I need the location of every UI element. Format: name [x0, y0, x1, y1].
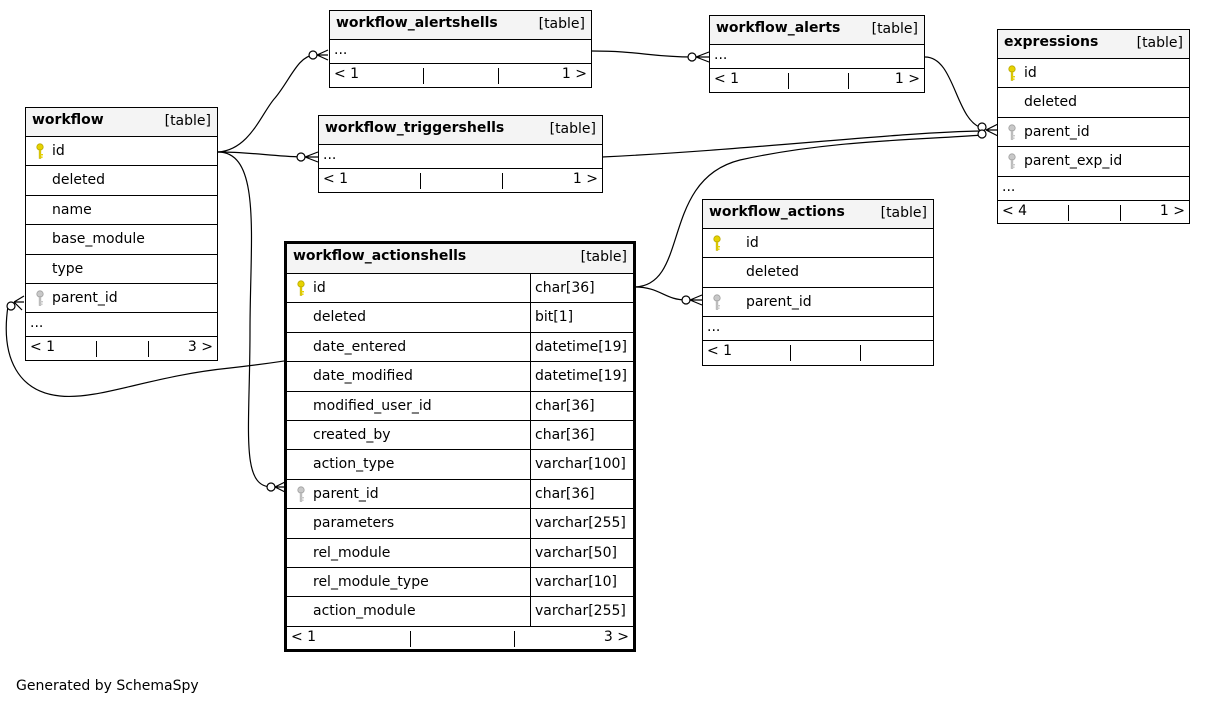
column-name: action_module [313, 603, 416, 620]
column-row[interactable] [287, 274, 633, 303]
table-expressions[interactable] [997, 29, 1190, 224]
children-count: 1 > [572, 171, 598, 187]
foreign-key-icon [33, 290, 47, 308]
primary-key-icon [294, 280, 308, 298]
column-row[interactable] [703, 288, 933, 317]
column-row[interactable] [287, 333, 633, 362]
column-name: parent_id [1024, 123, 1090, 140]
foreign-key-icon [1005, 153, 1019, 171]
optional-marker [7, 302, 15, 310]
column-type: varchar[255] [530, 509, 640, 537]
column-type: char[36] [530, 421, 640, 449]
column-row[interactable] [287, 568, 633, 597]
column-name: date_modified [313, 368, 413, 385]
column-name: deleted [313, 309, 366, 326]
table-workflow-alertshells[interactable] [329, 10, 592, 88]
column-name: deleted [52, 172, 105, 189]
column-name: action_type [313, 456, 395, 473]
column-name: parent_id [746, 293, 812, 310]
column-row[interactable] [26, 225, 217, 254]
children-count: 1 > [894, 71, 920, 87]
column-name: deleted [746, 264, 799, 281]
table-header [998, 30, 1189, 59]
edge-workflow-triggershells [218, 152, 302, 157]
foreign-key-icon [294, 486, 308, 504]
column-row[interactable] [26, 137, 217, 166]
column-row[interactable] [287, 509, 633, 538]
column-type: bit[1] [530, 303, 640, 331]
table-header [287, 244, 633, 274]
parents-count: < 1 [334, 66, 360, 82]
column-row[interactable] [287, 303, 633, 332]
optional-marker [297, 153, 305, 161]
table-name[interactable]: workflow_alertshells [336, 15, 498, 31]
column-row[interactable] [26, 196, 217, 225]
table-name[interactable]: workflow_alerts [716, 20, 841, 36]
column-type: char[36] [530, 392, 640, 420]
edge-workflow-alertshells [218, 55, 314, 152]
table-header [319, 116, 602, 145]
column-name: deleted [1024, 94, 1077, 111]
table-header [26, 108, 217, 137]
crowfoot-marker [690, 295, 702, 305]
column-row[interactable] [703, 229, 933, 258]
table-header [710, 16, 924, 45]
table-footer [330, 64, 591, 88]
table-footer [287, 627, 633, 651]
column-name: rel_module_type [313, 573, 429, 590]
more-columns: ... [26, 313, 217, 337]
primary-key-icon [1005, 65, 1019, 83]
table-header [330, 11, 591, 40]
table-type: [table] [580, 249, 627, 265]
parents-count: < 1 [30, 339, 56, 356]
column-type: varchar[255] [530, 597, 640, 625]
column-type: datetime[19] [530, 362, 640, 390]
column-row[interactable] [998, 118, 1189, 147]
table-name[interactable]: workflow_triggershells [325, 120, 505, 136]
parents-count: < 1 [714, 71, 740, 87]
children-count: 3 > [187, 339, 213, 356]
column-name: parameters [313, 515, 395, 532]
column-name: modified_user_id [313, 397, 432, 414]
column-name: name [52, 201, 92, 218]
generator-credit: Generated by SchemaSpy [16, 678, 199, 694]
edge-actionshells-actions [635, 287, 686, 300]
more-columns: ... [703, 317, 933, 341]
children-count: 1 > [1159, 202, 1185, 219]
table-type: [table] [1136, 35, 1183, 51]
column-row[interactable] [26, 255, 217, 284]
table-name[interactable]: expressions [1004, 34, 1099, 50]
column-name: type [52, 260, 84, 277]
optional-marker [267, 483, 275, 491]
column-type: char[36] [530, 480, 640, 508]
column-row[interactable] [998, 59, 1189, 88]
table-workflow-actions[interactable] [702, 199, 934, 366]
optional-marker [978, 130, 986, 138]
column-row[interactable] [287, 480, 633, 509]
table-footer [710, 69, 924, 93]
table-type: [table] [164, 113, 211, 129]
column-row[interactable] [287, 450, 633, 479]
crowfoot-marker [14, 296, 24, 310]
optional-marker [309, 51, 317, 59]
column-row[interactable] [26, 166, 217, 195]
column-type: varchar[10] [530, 568, 640, 596]
children-count: 3 > [603, 628, 629, 645]
column-name: created_by [313, 426, 391, 443]
table-type: [table] [871, 21, 918, 37]
column-name: parent_exp_id [1024, 153, 1123, 170]
more-columns: ... [319, 145, 602, 169]
table-type: [table] [538, 16, 585, 32]
edge-alerts-expressions [925, 57, 982, 128]
foreign-key-icon [710, 294, 724, 312]
table-footer [26, 337, 217, 361]
more-columns: ... [330, 40, 591, 64]
edge-workflow-actionshells [218, 152, 271, 487]
table-footer [998, 201, 1189, 225]
parents-count: < 1 [291, 628, 317, 645]
crowfoot-marker [696, 52, 709, 62]
table-workflow-alerts[interactable] [709, 15, 925, 93]
edge-alertshells-alerts [592, 51, 693, 57]
edge-triggershells-expressions [602, 131, 982, 157]
children-count: 1 > [561, 66, 587, 82]
more-columns: ... [998, 177, 1189, 201]
crowfoot-marker [317, 50, 328, 60]
table-type: [table] [549, 121, 596, 137]
optional-marker [682, 296, 690, 304]
optional-marker [688, 53, 696, 61]
crowfoot-marker [305, 152, 318, 162]
primary-key-icon [710, 235, 724, 253]
table-header [703, 200, 933, 229]
table-workflow-actionshells[interactable] [284, 241, 636, 652]
table-footer [319, 169, 602, 193]
column-type: datetime[19] [530, 333, 640, 361]
column-row[interactable] [287, 392, 633, 421]
column-name: id [1024, 65, 1037, 81]
column-type: char[36] [530, 274, 640, 302]
column-row[interactable] [287, 539, 633, 568]
column-name: date_entered [313, 338, 407, 355]
column-row[interactable] [287, 362, 633, 391]
column-type: varchar[100] [530, 450, 640, 478]
table-type: [table] [880, 205, 927, 221]
column-name: parent_id [313, 485, 379, 502]
column-row[interactable] [998, 147, 1189, 176]
parents-count: < 4 [1002, 202, 1028, 219]
table-workflow-triggershells[interactable] [318, 115, 603, 193]
column-row[interactable] [287, 597, 633, 626]
column-name: id [313, 280, 326, 296]
primary-key-icon [33, 143, 47, 161]
parents-count: < 1 [707, 343, 733, 360]
column-name: rel_module [313, 544, 391, 561]
table-name[interactable]: workflow [32, 112, 104, 128]
column-name: parent_id [52, 289, 118, 306]
table-name[interactable]: workflow_actions [709, 204, 845, 220]
column-name: id [52, 143, 65, 159]
foreign-key-icon [1005, 124, 1019, 142]
column-row[interactable] [998, 88, 1189, 117]
column-name: base_module [52, 231, 145, 248]
column-name: id [746, 235, 759, 251]
column-row[interactable] [26, 284, 217, 313]
parents-count: < 1 [323, 171, 349, 187]
column-row[interactable] [703, 258, 933, 287]
column-type: varchar[50] [530, 539, 640, 567]
table-name[interactable]: workflow_actionshells [293, 248, 467, 264]
table-workflow[interactable] [25, 107, 218, 361]
column-row[interactable] [287, 421, 633, 450]
table-footer [703, 341, 933, 365]
more-columns: ... [710, 45, 924, 69]
